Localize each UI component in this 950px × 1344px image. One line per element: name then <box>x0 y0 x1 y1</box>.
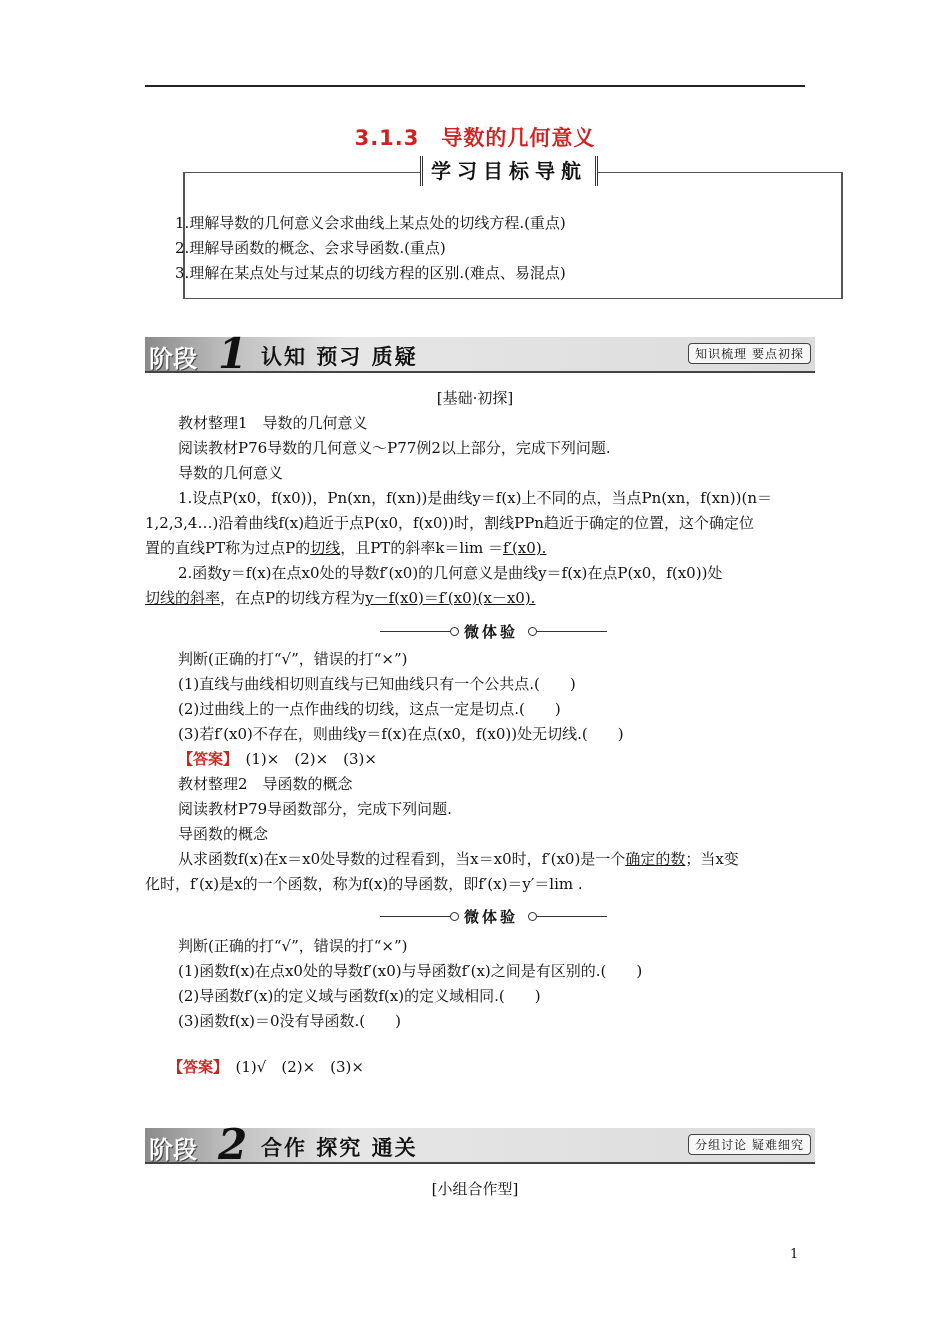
text: ，且PT的斜率k＝lim ＝ <box>340 539 503 557</box>
text: 置的直线PT称为过点P的 <box>145 539 311 557</box>
paragraph-2-line-1: 2.函数y＝f(x)在点x0处的导数f′(x0)的几何意义是曲线y＝f(x)在点P(x0，f(x0))处 <box>178 564 723 582</box>
divider-rule <box>380 916 450 917</box>
underlined-answer: 切线的斜率 <box>145 589 221 607</box>
paragraph-1-line-2: 1,2,3,4…)沿着曲线f(x)趋近于点P(x0，f(x0))时，割线PPn趋近于确定的位置，这个确定位 <box>145 514 754 532</box>
paragraph-3-line-2: 化时，f′(x)是x的一个函数，称为f(x)的导函数，即f′(x)＝y′＝lim . <box>145 875 583 893</box>
section-1-reading: 阅读教材P76导数的几何意义～P77例2以上部分，完成下列问题. <box>178 439 611 457</box>
answer-text: (1)√ (2)× (3)× <box>235 1058 364 1076</box>
goal-item: 2.理解导函数的概念、会求导函数.(重点) <box>175 239 446 257</box>
mini-experience-divider <box>380 906 605 926</box>
answer-line <box>178 749 377 769</box>
paragraph-1-line-3 <box>145 538 546 558</box>
paragraph-1-line-1: 1.设点P(x0，f(x0))，Pn(xn，f(xn))是曲线y＝f(x)上不同的点，当点Pn(xn，f(xn))(n＝ <box>178 489 772 507</box>
paragraph-3-line-1 <box>178 849 739 869</box>
underlined-answer: 切线 <box>310 539 341 557</box>
section-2-reading: 阅读教材P79导函数部分，完成下列问题. <box>178 800 452 818</box>
stage-tag: 知识梳理 要点初探 <box>688 343 811 364</box>
underlined-answer: y－f(x0)＝f′(x0)(x－x0). <box>365 589 536 607</box>
page-title: 3.1.3 导数的几何意义 <box>354 126 596 150</box>
divider-dot <box>528 627 537 636</box>
section-2-heading: 教材整理2 导函数的概念 <box>178 775 353 793</box>
goal-item: 1.理解导数的几何意义会求曲线上某点处的切线方程.(重点) <box>175 214 566 232</box>
page-number: 1 <box>790 1247 799 1262</box>
judge-item: (2)导函数f′(x)的定义域与函数f(x)的定义域相同.( ) <box>178 987 541 1005</box>
answer-label: 【答案】 <box>178 750 231 768</box>
underlined-answer: 确定的数 <box>625 850 686 868</box>
paragraph-2-line-2 <box>145 588 535 608</box>
stage-title: 合作 探究 通关 <box>261 1136 418 1160</box>
text: ；当x变 <box>685 850 739 868</box>
divider-dot <box>450 912 459 921</box>
stage-tag: 分组讨论 疑难细究 <box>688 1134 811 1155</box>
divider-rule <box>537 631 607 632</box>
answer-text: (1)× (2)× (3)× <box>245 750 377 768</box>
top-rule <box>145 85 805 87</box>
mini-experience-label: 微体验 <box>464 623 519 641</box>
goals-header: 学习目标导航 <box>420 156 598 186</box>
judge-item: (1)函数f(x)在点x0处的导数f′(x0)与导函数f′(x)之间是有区别的.( ) <box>178 962 643 980</box>
judge-item: (3)函数f(x)＝0没有导函数.( ) <box>178 1012 401 1030</box>
goals-box-bottom-border <box>183 298 843 299</box>
stage-number: 2 <box>218 1120 248 1169</box>
section-group-label: [小组合作型] <box>431 1180 519 1198</box>
text: 从求函数f(x)在x＝x0处导数的过程看到，当x＝x0时，f′(x0)是一个 <box>178 850 626 868</box>
mini-experience-divider <box>380 621 605 641</box>
section-2-subheading: 导函数的概念 <box>178 825 269 843</box>
underlined-answer: f′(x0). <box>503 539 547 557</box>
divider-dot <box>528 912 537 921</box>
judge-item: (2)过曲线上的一点作曲线的切线，这点一定是切点.( ) <box>178 700 561 718</box>
divider-rule <box>380 631 450 632</box>
judge-item: (3)若f′(x0)不存在，则曲线y＝f(x)在点(x0，f(x0))处无切线.( ) <box>178 725 624 743</box>
answer-line <box>168 1057 364 1077</box>
text: ，在点P的切线方程为 <box>220 589 366 607</box>
divider-rule <box>537 916 607 917</box>
goal-item: 3.理解在某点处与过某点的切线方程的区别.(难点、易混点) <box>175 264 566 282</box>
stage-title: 认知 预习 质疑 <box>261 345 418 369</box>
stage-word: 阶段 <box>149 1136 197 1164</box>
judge-instruction: 判断(正确的打“√”，错误的打“×”) <box>178 650 408 668</box>
section-1-heading: 教材整理1 导数的几何意义 <box>178 414 368 432</box>
mini-experience-label: 微体验 <box>464 908 519 926</box>
stage-2-banner <box>145 1120 815 1169</box>
stage-number: 1 <box>218 329 248 378</box>
section-1-subheading: 导数的几何意义 <box>178 464 284 482</box>
section-basic-label: [基础·初探] <box>436 389 514 407</box>
stage-1-banner <box>145 329 815 378</box>
judge-item: (1)直线与曲线相切则直线与已知曲线只有一个公共点.( ) <box>178 675 576 693</box>
judge-instruction: 判断(正确的打“√”，错误的打“×”) <box>178 937 408 955</box>
stage-word: 阶段 <box>149 345 197 373</box>
divider-dot <box>450 627 459 636</box>
answer-label: 【答案】 <box>168 1058 221 1076</box>
